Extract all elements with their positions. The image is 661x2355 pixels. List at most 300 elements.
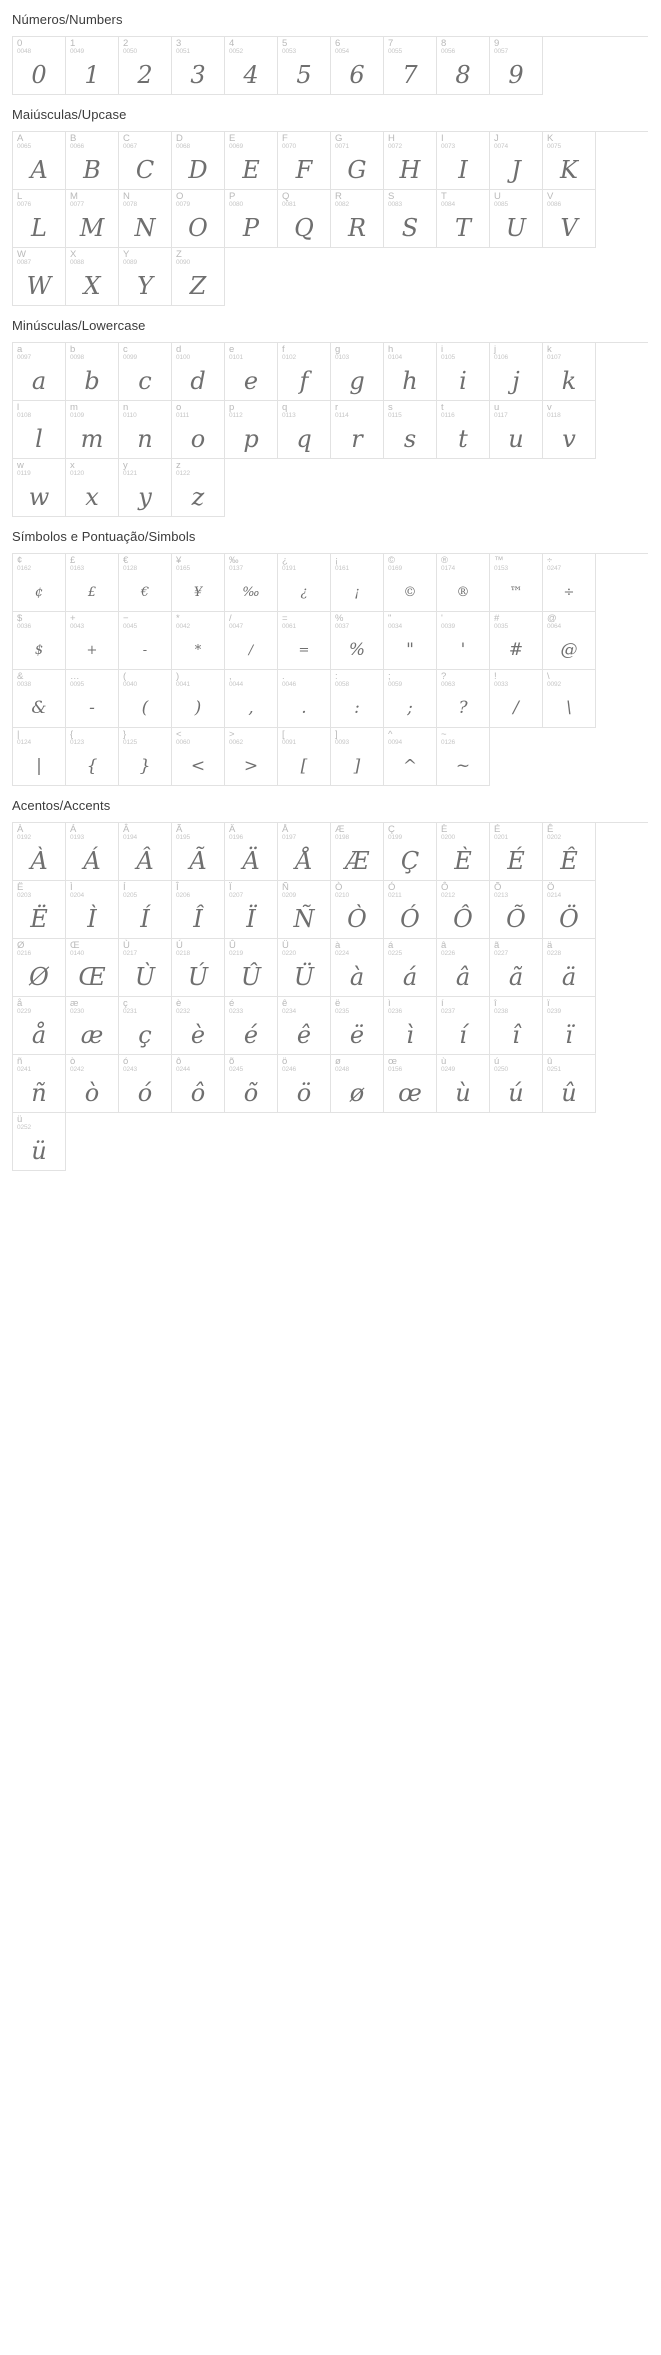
glyph-cell[interactable] — [331, 881, 384, 939]
glyph-preview: 5 — [296, 61, 312, 89]
glyph-cell[interactable] — [384, 881, 437, 939]
glyph-cell[interactable] — [278, 728, 331, 786]
glyph-cell[interactable] — [172, 728, 225, 786]
glyph-cell[interactable] — [66, 997, 119, 1055]
glyph-cell[interactable] — [278, 554, 331, 612]
glyph-cell[interactable] — [384, 728, 437, 786]
glyph-preview: 2 — [137, 61, 153, 89]
glyph-cell[interactable] — [437, 881, 490, 939]
glyph-cell[interactable] — [384, 401, 437, 459]
glyph-preview: ¡ — [354, 584, 360, 600]
glyph-preview: | — [36, 755, 42, 776]
glyph-cell[interactable] — [225, 823, 278, 881]
glyph-char-label: S — [388, 191, 395, 202]
glyph-char-label: U — [494, 191, 501, 202]
glyph-preview: % — [348, 639, 366, 660]
glyph-code-label: 0236 — [388, 1008, 403, 1015]
glyph-cell[interactable] — [66, 190, 119, 248]
glyph-code-label: 0039 — [441, 623, 456, 630]
glyph-cell[interactable] — [278, 670, 331, 728]
glyph-char-label: ü — [17, 1114, 23, 1125]
glyph-cell[interactable] — [278, 881, 331, 939]
glyph-cell[interactable] — [13, 132, 66, 190]
glyph-cell[interactable] — [225, 401, 278, 459]
glyph-code-label: 0094 — [388, 739, 403, 746]
glyph-cell[interactable] — [172, 248, 225, 306]
glyph-cell[interactable] — [172, 612, 225, 670]
glyph-code-label: 0058 — [335, 681, 350, 688]
glyph-preview: Ó — [400, 905, 420, 933]
glyph-cell[interactable] — [384, 997, 437, 1055]
glyph-cell[interactable] — [490, 939, 543, 997]
glyph-cell[interactable] — [331, 823, 384, 881]
glyph-cell[interactable] — [490, 132, 543, 190]
glyph-char-label: À — [17, 824, 24, 835]
glyph-cell[interactable] — [225, 881, 278, 939]
glyph-cell[interactable] — [543, 343, 596, 401]
glyph-code-label: 0161 — [335, 565, 350, 572]
glyph-code-label: 0036 — [17, 623, 32, 630]
glyph-cell[interactable] — [437, 997, 490, 1055]
glyph-cell[interactable] — [331, 132, 384, 190]
glyph-char-label: : — [335, 671, 338, 682]
glyph-preview: x — [85, 483, 99, 511]
glyph-char-label: Ö — [547, 882, 555, 893]
glyph-preview: Û — [240, 963, 262, 991]
glyph-char-label: Ô — [441, 882, 449, 893]
glyph-cell[interactable] — [172, 554, 225, 612]
glyph-cell[interactable] — [66, 823, 119, 881]
glyph-code-label: 0052 — [229, 48, 244, 55]
glyph-preview: + — [86, 642, 98, 658]
glyph-cell[interactable] — [384, 343, 437, 401]
glyph-cell[interactable] — [543, 612, 596, 670]
glyph-cell[interactable] — [119, 1055, 172, 1113]
glyph-cell[interactable] — [543, 190, 596, 248]
glyph-cell[interactable] — [13, 343, 66, 401]
glyph-cell[interactable] — [278, 823, 331, 881]
glyph-cell[interactable] — [331, 728, 384, 786]
glyph-code-label: 0050 — [123, 48, 138, 55]
glyph-code-label: 0061 — [282, 623, 297, 630]
glyph-char-label: | — [17, 729, 20, 740]
glyph-cell[interactable] — [384, 823, 437, 881]
glyph-char-label: ç — [123, 998, 128, 1009]
glyph-preview: F — [295, 156, 313, 184]
glyph-code-label: 0243 — [123, 1066, 138, 1073]
glyph-char-label: © — [388, 555, 395, 566]
glyph-char-label: ! — [494, 671, 497, 682]
glyph-cell[interactable] — [119, 401, 172, 459]
glyph-cell[interactable] — [119, 37, 172, 95]
glyph-preview: u — [508, 425, 524, 453]
glyph-cell[interactable] — [384, 37, 437, 95]
glyph-char-label: n — [123, 402, 129, 413]
glyph-cell[interactable] — [490, 37, 543, 95]
glyph-code-label: 0252 — [17, 1124, 32, 1131]
glyph-cell[interactable] — [172, 997, 225, 1055]
glyph-cell[interactable] — [384, 939, 437, 997]
glyph-cell[interactable] — [13, 190, 66, 248]
glyph-preview: ø — [349, 1079, 365, 1107]
glyph-cell[interactable] — [119, 459, 172, 517]
glyph-code-label: 0232 — [176, 1008, 191, 1015]
glyph-cell[interactable] — [437, 823, 490, 881]
glyph-preview: Õ — [506, 905, 526, 933]
glyph-cell[interactable] — [172, 190, 225, 248]
glyph-cell[interactable] — [437, 939, 490, 997]
glyph-char-label: # — [494, 613, 500, 624]
glyph-preview: ê — [296, 1021, 312, 1049]
glyph-cell[interactable] — [331, 997, 384, 1055]
glyph-code-label: 0034 — [388, 623, 403, 630]
glyph-cell[interactable] — [225, 554, 278, 612]
glyph-cell[interactable] — [13, 823, 66, 881]
glyph-cell[interactable] — [13, 612, 66, 670]
glyph-code-label: 0206 — [176, 892, 191, 899]
glyph-cell[interactable] — [331, 343, 384, 401]
glyph-cell[interactable] — [490, 1055, 543, 1113]
glyph-cell[interactable] — [278, 132, 331, 190]
glyph-code-label: 0104 — [388, 354, 403, 361]
glyph-cell[interactable] — [66, 939, 119, 997]
glyph-preview: Ô — [453, 905, 473, 933]
glyph-code-label: 0198 — [335, 834, 350, 841]
glyph-preview: - — [89, 697, 95, 718]
glyph-cell[interactable] — [13, 939, 66, 997]
glyph-code-label: 0228 — [547, 950, 562, 957]
glyph-cell[interactable] — [543, 1055, 596, 1113]
glyph-cell[interactable] — [13, 459, 66, 517]
glyph-cell[interactable] — [278, 343, 331, 401]
glyph-cell[interactable] — [278, 190, 331, 248]
glyph-cell[interactable] — [490, 997, 543, 1055]
glyph-cell[interactable] — [66, 343, 119, 401]
glyph-preview: s — [403, 425, 417, 453]
glyph-char-label: û — [547, 1056, 553, 1067]
glyph-char-label: ù — [441, 1056, 447, 1067]
glyph-cell[interactable] — [66, 881, 119, 939]
glyph-code-label: 0201 — [494, 834, 509, 841]
glyph-preview: X — [83, 272, 101, 300]
glyph-char-label: 6 — [335, 38, 341, 49]
glyph-preview: a — [31, 367, 47, 395]
glyph-cell[interactable] — [66, 612, 119, 670]
glyph-cell[interactable] — [543, 670, 596, 728]
glyph-cell[interactable] — [13, 248, 66, 306]
glyph-cell[interactable] — [119, 670, 172, 728]
glyph-cell[interactable] — [437, 612, 490, 670]
glyph-preview: å — [31, 1021, 47, 1049]
glyph-cell[interactable] — [66, 459, 119, 517]
glyph-cell[interactable] — [66, 1055, 119, 1113]
glyph-cell[interactable] — [331, 190, 384, 248]
glyph-cell[interactable] — [437, 37, 490, 95]
glyph-preview: ù — [455, 1079, 471, 1107]
glyph-cell[interactable] — [225, 997, 278, 1055]
glyph-char-label: î — [494, 998, 497, 1009]
glyph-cell[interactable] — [172, 881, 225, 939]
glyph-code-label: 0216 — [17, 950, 32, 957]
glyph-preview: Ö — [559, 905, 579, 933]
glyph-code-label: 0102 — [282, 354, 297, 361]
glyph-char-label: T — [441, 191, 447, 202]
glyph-cell[interactable] — [172, 670, 225, 728]
glyph-preview: l — [35, 425, 43, 453]
glyph-char-label: è — [176, 998, 182, 1009]
glyph-cell[interactable] — [437, 190, 490, 248]
glyph-char-label: ‰ — [229, 555, 239, 566]
glyph-code-label: 0092 — [547, 681, 562, 688]
glyph-cell[interactable] — [278, 1055, 331, 1113]
glyph-cell[interactable] — [66, 554, 119, 612]
glyph-cell[interactable] — [119, 190, 172, 248]
glyph-cell[interactable] — [543, 554, 596, 612]
glyph-cell[interactable] — [225, 612, 278, 670]
glyph-cell[interactable] — [331, 612, 384, 670]
glyph-cell[interactable] — [331, 401, 384, 459]
glyph-cell[interactable] — [437, 728, 490, 786]
glyph-char-label: t — [441, 402, 444, 413]
glyph-char-label: ; — [388, 671, 391, 682]
glyph-char-label: ® — [441, 555, 448, 566]
glyph-preview: ? — [458, 697, 468, 718]
glyph-cell[interactable] — [66, 248, 119, 306]
glyph-cell[interactable] — [384, 190, 437, 248]
glyph-preview: ÷ — [563, 584, 575, 600]
glyph-preview: H — [399, 156, 421, 184]
glyph-cell[interactable] — [490, 343, 543, 401]
glyph-cell[interactable] — [490, 612, 543, 670]
glyph-cell[interactable] — [490, 190, 543, 248]
glyph-cell[interactable] — [490, 881, 543, 939]
glyph-section — [0, 517, 661, 786]
glyph-preview: © — [403, 584, 417, 600]
glyph-preview: ü — [31, 1137, 47, 1165]
glyph-cell[interactable] — [66, 132, 119, 190]
glyph-cell[interactable] — [225, 132, 278, 190]
glyph-code-label: 0192 — [17, 834, 32, 841]
glyph-cell[interactable] — [278, 401, 331, 459]
glyph-code-label: 0070 — [282, 143, 297, 150]
glyph-code-label: 0241 — [17, 1066, 32, 1073]
glyph-cell[interactable] — [331, 554, 384, 612]
glyph-code-label: 0217 — [123, 950, 138, 957]
glyph-code-label: 0211 — [388, 892, 402, 899]
glyph-cell[interactable] — [172, 1055, 225, 1113]
glyph-char-label: " — [388, 613, 392, 624]
glyph-cell[interactable] — [331, 37, 384, 95]
glyph-cell[interactable] — [172, 343, 225, 401]
glyph-cell[interactable] — [384, 1055, 437, 1113]
glyph-code-label: 0125 — [123, 739, 138, 746]
glyph-char-label: ã — [494, 940, 500, 951]
glyph-cell[interactable] — [490, 670, 543, 728]
glyph-char-label: Ü — [282, 940, 289, 951]
glyph-cell[interactable] — [13, 670, 66, 728]
glyph-cell[interactable] — [225, 1055, 278, 1113]
glyph-char-label: Ø — [17, 940, 25, 951]
glyph-cell[interactable] — [225, 190, 278, 248]
glyph-char-label: Ï — [229, 882, 232, 893]
glyph-preview: n — [137, 425, 153, 453]
glyph-cell[interactable] — [543, 997, 596, 1055]
glyph-preview: Ø — [29, 963, 49, 991]
glyph-cell[interactable] — [437, 132, 490, 190]
glyph-char-label: 5 — [282, 38, 288, 49]
glyph-code-label: 0218 — [176, 950, 191, 957]
glyph-cell[interactable] — [437, 343, 490, 401]
glyph-code-label: 0086 — [547, 201, 562, 208]
glyph-char-label: õ — [229, 1056, 235, 1067]
glyph-cell[interactable] — [225, 670, 278, 728]
glyph-cell[interactable] — [543, 939, 596, 997]
glyph-cell[interactable] — [278, 612, 331, 670]
glyph-preview: c — [138, 367, 152, 395]
glyph-code-label: 0250 — [494, 1066, 509, 1073]
glyph-cell[interactable] — [119, 612, 172, 670]
glyph-char-label: ï — [547, 998, 550, 1009]
glyph-code-label: 0079 — [176, 201, 191, 208]
glyph-cell[interactable] — [119, 554, 172, 612]
glyph-preview: B — [83, 156, 101, 184]
glyph-char-label: J — [494, 133, 499, 144]
glyph-cell[interactable] — [384, 670, 437, 728]
glyph-cell[interactable] — [490, 554, 543, 612]
glyph-section — [0, 95, 661, 306]
glyph-cell[interactable] — [13, 1113, 66, 1171]
glyph-preview: o — [190, 425, 206, 453]
glyph-cell[interactable] — [13, 881, 66, 939]
glyph-cell[interactable] — [437, 1055, 490, 1113]
glyph-char-label: V — [547, 191, 554, 202]
glyph-preview: : — [354, 697, 360, 718]
glyph-cell[interactable] — [172, 132, 225, 190]
glyph-char-label: . — [282, 671, 285, 682]
glyph-cell[interactable] — [278, 37, 331, 95]
glyph-char-label: é — [229, 998, 235, 1009]
glyph-cell[interactable] — [437, 554, 490, 612]
glyph-cell[interactable] — [543, 881, 596, 939]
glyph-preview: C — [135, 156, 155, 184]
glyph-char-label: A — [17, 133, 24, 144]
glyph-cell[interactable] — [278, 939, 331, 997]
glyph-code-label: 0115 — [388, 412, 402, 419]
glyph-char-label: ~ — [441, 729, 447, 740]
glyph-preview: D — [188, 156, 208, 184]
glyph-char-label: & — [17, 671, 24, 682]
glyph-code-label: 0089 — [123, 259, 138, 266]
glyph-code-label: 0165 — [176, 565, 191, 572]
glyph-cell[interactable] — [331, 670, 384, 728]
glyph-code-label: 0200 — [441, 834, 456, 841]
glyph-cell[interactable] — [490, 401, 543, 459]
glyph-code-label: 0107 — [547, 354, 562, 361]
glyph-cell[interactable] — [119, 823, 172, 881]
glyph-cell[interactable] — [543, 132, 596, 190]
glyph-cell[interactable] — [13, 37, 66, 95]
glyph-code-label: 0213 — [494, 892, 509, 899]
glyph-preview: 7 — [402, 61, 418, 89]
glyph-preview: Œ — [78, 963, 106, 991]
glyph-code-label: 0196 — [229, 834, 244, 841]
glyph-cell[interactable] — [225, 343, 278, 401]
glyph-char-label: m — [70, 402, 78, 413]
glyph-char-label: C — [123, 133, 130, 144]
glyph-code-label: 0037 — [335, 623, 350, 630]
glyph-cell[interactable] — [225, 728, 278, 786]
glyph-cell[interactable] — [119, 132, 172, 190]
glyph-code-label: 0229 — [17, 1008, 32, 1015]
glyph-preview: õ — [243, 1079, 259, 1107]
glyph-cell[interactable] — [543, 401, 596, 459]
glyph-cell[interactable] — [13, 1055, 66, 1113]
glyph-char-label: L — [17, 191, 23, 202]
glyph-section — [0, 786, 661, 1171]
glyph-char-label: â — [441, 940, 447, 951]
glyph-cell[interactable] — [384, 132, 437, 190]
glyph-char-label: Z — [176, 249, 182, 260]
glyph-cell[interactable] — [543, 823, 596, 881]
glyph-preview: } — [139, 755, 151, 776]
glyph-cell[interactable] — [119, 343, 172, 401]
glyph-cell[interactable] — [172, 939, 225, 997]
glyph-code-label: 0191 — [282, 565, 297, 572]
glyph-preview: â — [455, 963, 471, 991]
glyph-cell[interactable] — [119, 728, 172, 786]
glyph-cell[interactable] — [119, 997, 172, 1055]
glyph-cell[interactable] — [13, 554, 66, 612]
glyph-cell[interactable] — [66, 37, 119, 95]
glyph-cell[interactable] — [66, 401, 119, 459]
glyph-char-label: ë — [335, 998, 341, 1009]
glyph-cell[interactable] — [13, 997, 66, 1055]
glyph-cell[interactable] — [119, 939, 172, 997]
glyph-specimen-page — [0, 0, 661, 1171]
glyph-code-label: 0106 — [494, 354, 509, 361]
glyph-char-label: + — [70, 613, 76, 624]
glyph-cell[interactable] — [437, 670, 490, 728]
glyph-cell[interactable] — [172, 823, 225, 881]
glyph-preview: ¢ — [34, 584, 44, 600]
glyph-char-label: ¡ — [335, 555, 339, 566]
section-title: Símbolos e Pontuação/Simbols — [12, 529, 196, 544]
glyph-cell[interactable] — [172, 401, 225, 459]
glyph-preview: 8 — [455, 61, 471, 89]
glyph-grid — [12, 36, 648, 95]
glyph-cell[interactable] — [119, 881, 172, 939]
glyph-cell[interactable] — [384, 612, 437, 670]
glyph-cell[interactable] — [13, 401, 66, 459]
glyph-cell[interactable] — [13, 728, 66, 786]
glyph-cell[interactable] — [437, 401, 490, 459]
glyph-grid — [12, 131, 648, 306]
glyph-cell[interactable] — [225, 939, 278, 997]
glyph-cell[interactable] — [490, 823, 543, 881]
glyph-cell[interactable] — [278, 997, 331, 1055]
glyph-cell[interactable] — [172, 459, 225, 517]
glyph-cell[interactable] — [66, 670, 119, 728]
glyph-cell[interactable] — [384, 554, 437, 612]
glyph-cell[interactable] — [172, 37, 225, 95]
glyph-cell[interactable] — [66, 728, 119, 786]
glyph-cell[interactable] — [225, 37, 278, 95]
glyph-cell[interactable] — [331, 939, 384, 997]
glyph-cell[interactable] — [331, 1055, 384, 1113]
glyph-code-label: 0209 — [282, 892, 297, 899]
glyph-grid — [12, 822, 648, 1171]
glyph-cell[interactable] — [119, 248, 172, 306]
